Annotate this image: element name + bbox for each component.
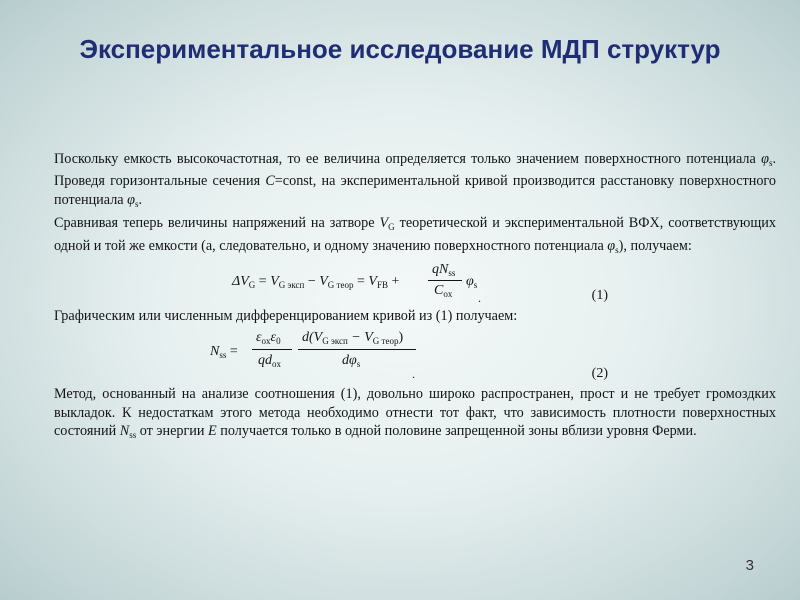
equation-1-number: (1) — [591, 288, 608, 304]
paragraph-method — [54, 385, 776, 444]
fraction-bar — [298, 349, 416, 350]
equation-1-numerator: $qN_{ss}$ — [432, 262, 456, 279]
equation-2-denominator-2: $d\varphi_s$ — [342, 353, 361, 370]
text-run: от энергии — [136, 423, 209, 440]
fraction-bar — [428, 280, 462, 281]
symbol-c: C — [265, 173, 275, 190]
equation-2-lhs: $N_{ss}$ = — [210, 344, 238, 361]
symbol-e: E — [208, 423, 217, 440]
text-run: получается только в одной половине запрещенной зоны вблизи уровня Ферми. — [216, 423, 697, 440]
text-run: Поскольку емкость высокочастотная, то ее величина определяется только значением поверхностного потенциала — [54, 151, 762, 167]
fraction-bar — [252, 349, 292, 350]
symbol-phi: φ — [127, 191, 135, 208]
equation-1-main: $\Delta V_G = V_{G эксп} - V_{G теор} = V_{FB}$ + — [232, 274, 400, 291]
symbol-phi: φ — [761, 151, 769, 167]
text-run: Метод, основанный на анализе соотношения (1), довольно широко распространен, прост и не требует громоздких выкладок. К недостаткам этого метода необходимо отнести тот факт, что зависимость плотности поверхностных состояний — [54, 386, 776, 440]
subscript: s — [615, 244, 619, 255]
text-run: . — [138, 191, 143, 208]
subscript: ss — [129, 430, 137, 441]
equation-2-dot: . — [412, 367, 415, 382]
paragraph-differentiation: Графическим или численным дифференцированием кривой из (1) получаем: — [54, 308, 518, 325]
subscript: s — [768, 158, 773, 168]
symbol-v: V — [379, 215, 389, 232]
equation-2 — [54, 325, 776, 385]
page-number: 3 — [745, 557, 754, 574]
equation-2-numerator-2: $d(V_{G эксп} - V_{G теор})$ — [302, 330, 404, 347]
slide-title: Экспериментальное исследование МДП структур — [79, 34, 721, 64]
subscript: G — [388, 222, 395, 233]
equation-1 — [54, 259, 776, 307]
text-run: =const, на экспериментальной кривой производится расстановку поверхностного потенциала — [54, 173, 776, 208]
text-run: ), получаем: — [618, 237, 692, 254]
equation-1-denominator: $C_{ox}$ — [434, 283, 453, 300]
text-run: теоретической и экспериментальной ВФХ, соответствующих одной и той же емкости (а, следовательно, и одному значению поверхностного потенциала — [54, 215, 776, 254]
text-run: Сравнивая теперь величины напряжений на затворе — [54, 215, 380, 232]
symbol-phi: φ — [607, 237, 616, 254]
equation-2-numerator-1: $\varepsilon_{ox}\varepsilon_0$ — [256, 330, 281, 347]
subscript: s — [134, 198, 139, 209]
paragraph-comparison — [54, 214, 776, 259]
equation-2-denominator-1: $qd_{ox}$ — [258, 353, 281, 370]
slide-body — [54, 150, 776, 445]
equation-1-dot: . — [478, 291, 481, 306]
text-run: . Проведя горизонтальные сечения — [54, 151, 776, 190]
equation-2-number: (2) — [591, 366, 608, 382]
paragraph-capacitance — [54, 150, 776, 213]
equation-1-phi: $\varphi_s$ — [466, 274, 478, 291]
symbol-n: N — [119, 423, 130, 440]
